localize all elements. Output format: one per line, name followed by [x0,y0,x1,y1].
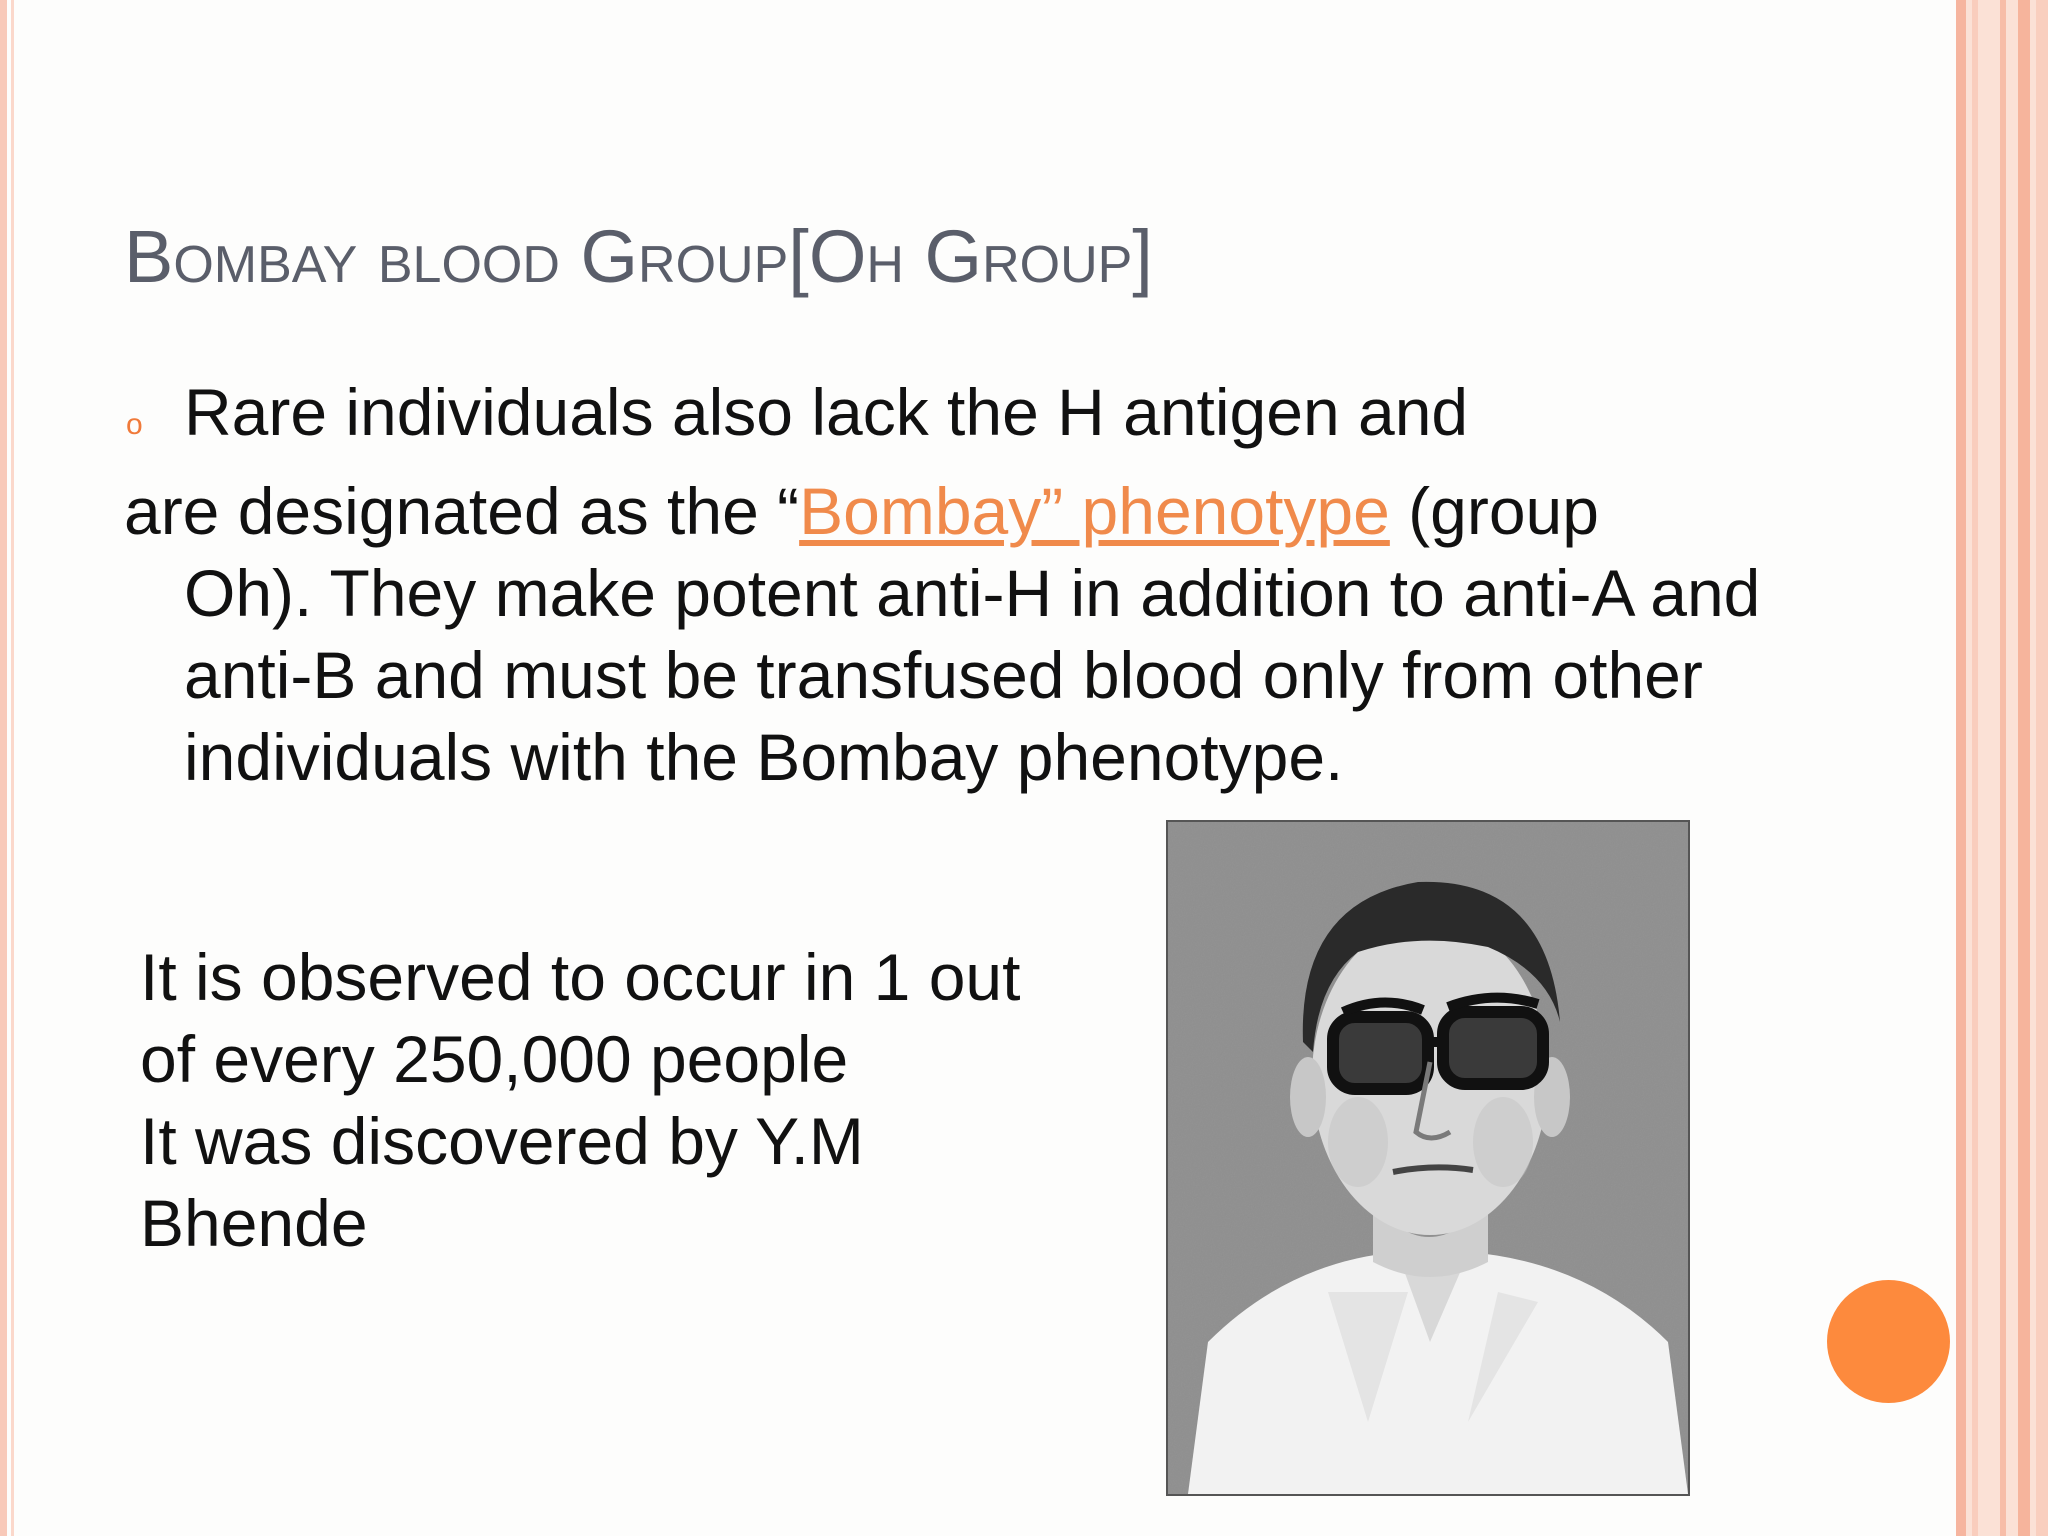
side-text-block [140,936,1060,1264]
side-text-line: It was discovered by Y.M [140,1104,864,1178]
bullet-icon: o [126,408,143,441]
side-text-line: Bhende [140,1186,368,1260]
portrait-photo [1166,820,1690,1496]
right-border-stripe [2036,0,2048,1536]
paragraph-continuation: Oh). They make potent anti-H in addition to anti-A and anti-B and must be transfused blood only from other individuals with the Bombay phenotype. [184,556,1761,794]
paragraph-suffix: (group [1389,474,1599,548]
slide-title: Bombay blood Group[Oh Group] [124,215,1153,298]
bullet-text: Rare individuals also lack the H antigen and [184,375,1469,449]
portrait-image [1168,822,1688,1494]
side-text-line: of every 250,000 people [140,1022,849,1096]
right-border-stripe [2018,0,2030,1536]
decorative-circle [1827,1280,1950,1403]
left-border-line-inner [11,0,14,1536]
side-text-line: It is observed to occur in 1 out [140,940,1021,1014]
right-border-stripe [2000,0,2006,1536]
paragraph-prefix: are designated as the “ [124,474,800,548]
body-paragraph [124,470,1764,798]
bombay-phenotype-link[interactable]: Bombay” phenotype [799,474,1390,548]
left-border-line [0,0,7,1536]
right-border-stripe [1972,0,1978,1536]
right-border-stripe [1956,0,1966,1536]
